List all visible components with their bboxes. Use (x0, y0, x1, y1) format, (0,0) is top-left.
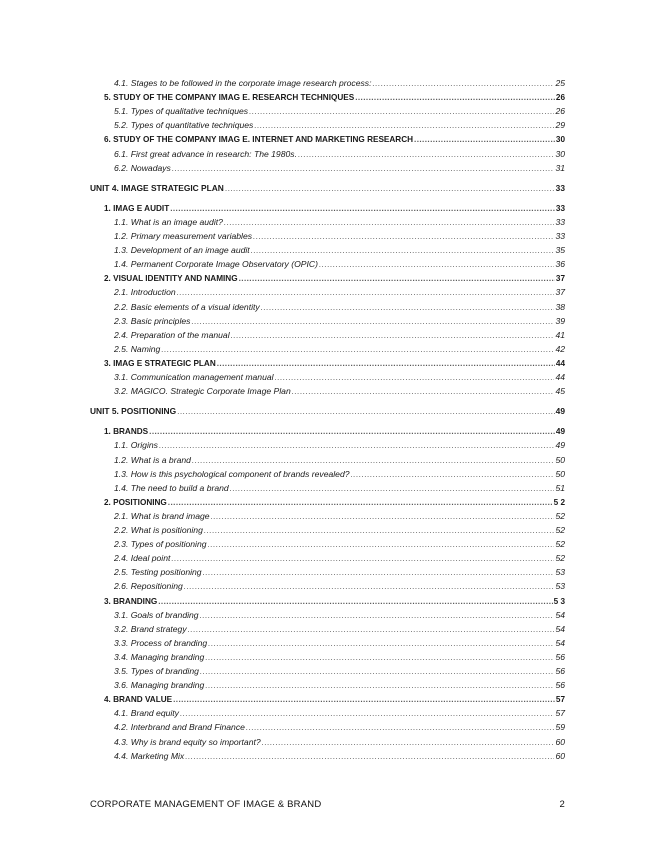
toc-entry-title: 5.1. Types of qualitative techniques (114, 106, 249, 117)
toc-entry-title: 3.6. Managing branding (114, 680, 205, 691)
toc-entry[interactable] (114, 749, 565, 762)
toc-leader-dots (171, 553, 554, 564)
toc-entry[interactable] (114, 161, 565, 174)
toc-entry-page: 39 (555, 315, 565, 326)
toc-entry-title: 3.1. Goals of branding (114, 609, 199, 620)
toc-entry-title: UNIT 5. POSITIONING (90, 406, 177, 417)
toc-entry-page: 33 (555, 231, 565, 241)
toc-entry-page: 30 (555, 135, 565, 145)
toc-leader-dots (191, 316, 554, 327)
toc-leader-dots (173, 694, 555, 705)
toc-entry-page: 25 (555, 78, 565, 88)
toc-leader-dots (208, 539, 555, 550)
toc-entry[interactable] (114, 481, 565, 494)
toc-entry-page: 59 (555, 722, 565, 733)
toc-entry-title: 1.4. Permanent Corporate Image Observatory (OPIC) (114, 259, 318, 270)
toc-leader-dots (185, 751, 554, 762)
toc-entry[interactable] (114, 370, 565, 383)
toc-entry-page: 42 (555, 343, 565, 354)
toc-entry[interactable] (114, 328, 565, 341)
toc-leader-dots (188, 624, 555, 635)
toc-entry-page: 52 (555, 539, 565, 550)
toc-entry[interactable] (114, 342, 565, 355)
toc-entry-page: 54 (555, 623, 565, 634)
toc-entry-title: 2.4. Ideal point (114, 553, 171, 564)
toc-leader-dots (208, 638, 554, 649)
toc-entry[interactable] (114, 467, 565, 480)
page-footer (90, 797, 565, 811)
toc-entry[interactable] (104, 356, 565, 369)
toc-entry-title: 2.5. Testing positioning (114, 567, 202, 578)
toc-entry[interactable] (104, 495, 565, 508)
toc-entry-page: 57 (555, 708, 565, 719)
toc-entry-title: 1. BRANDS (104, 427, 149, 437)
toc-entry-title: 2.4. Preparation of the manual (114, 329, 230, 340)
toc-entry-title: 3. IMAG E STRATEGIC PLAN (104, 358, 216, 368)
toc-entry-title: 4.2. Interbrand and Brand Finance (114, 722, 245, 733)
toc-entry-page: 49 (555, 440, 565, 451)
toc-entry[interactable] (114, 678, 565, 691)
toc-entry-title: 2. POSITIONING (104, 497, 167, 507)
toc-leader-dots (249, 106, 554, 117)
toc-leader-dots (261, 302, 555, 313)
footer-page-number: 2 (559, 798, 565, 810)
toc-entry-page: 41 (555, 329, 565, 340)
toc-entry-page: 56 (555, 680, 565, 691)
toc-leader-dots (200, 610, 555, 621)
toc-entry[interactable] (104, 271, 565, 284)
toc-leader-dots (170, 203, 555, 214)
toc-entry-title: 3.2. Brand strategy (114, 623, 187, 634)
toc-entry[interactable] (114, 565, 565, 578)
toc-entry-title: 5.2. Types of quantitative techniques (114, 120, 254, 131)
toc-entry[interactable] (114, 285, 565, 298)
toc-leader-dots (200, 666, 555, 677)
toc-leader-dots (158, 596, 552, 607)
toc-leader-dots (319, 259, 554, 270)
toc-entry[interactable] (114, 104, 565, 117)
toc-leader-dots (372, 78, 554, 89)
toc-entry-page: 53 (555, 567, 565, 578)
toc-leader-dots (203, 567, 555, 578)
toc-leader-dots (239, 273, 555, 284)
toc-leader-dots (161, 344, 554, 355)
toc-entry-title: 4.1. Brand equity (114, 708, 179, 719)
toc-entry-title: 2.1. What is brand image (114, 510, 210, 521)
toc-entry-title: 2.3. Types of positioning (114, 539, 207, 550)
toc-entry-page: 50 (555, 454, 565, 465)
toc-leader-dots (205, 680, 554, 691)
toc-entry-page: 60 (555, 750, 565, 761)
toc-entry-page: 49 (555, 427, 565, 437)
toc-leader-dots (224, 217, 555, 228)
toc-entry-title: 1.2. Primary measurement variables (114, 231, 253, 241)
toc-entry-title: 2.6. Repositioning (114, 581, 183, 592)
toc-entry-page: 49 (555, 406, 565, 417)
toc-entry-title: 1.4. The need to build a brand (114, 482, 229, 493)
toc-leader-dots (149, 426, 555, 437)
toc-leader-dots (205, 652, 554, 663)
toc-leader-dots (355, 92, 555, 103)
toc-entry[interactable] (114, 215, 565, 228)
toc-entry-page: 29 (555, 120, 565, 131)
toc-entry[interactable] (104, 692, 565, 705)
toc-entry-title: 2.3. Basic principles (114, 315, 191, 326)
toc-entry-title: 4.1. Stages to be followed in the corporate image research process: (114, 78, 372, 88)
toc-entry[interactable] (114, 384, 565, 397)
toc-entry[interactable] (114, 537, 565, 550)
toc-entry[interactable] (114, 438, 565, 451)
toc-entry-title: 6. STUDY OF THE COMPANY IMAG E. INTERNET AND MARKETING RESEARCH (104, 135, 414, 145)
toc-entry[interactable] (104, 90, 565, 103)
toc-entry-title: 2.2. What is positioning (114, 525, 203, 535)
toc-leader-dots (184, 581, 555, 592)
toc-entry-title: 3.1. Communication management manual (114, 372, 274, 382)
toc-entry-page: 56 (555, 651, 565, 662)
toc-entry-title: 1.1. Origins (114, 440, 158, 451)
toc-leader-dots (217, 358, 555, 369)
toc-leader-dots (177, 287, 555, 298)
toc-leader-dots (251, 245, 555, 256)
toc-leader-dots (292, 386, 555, 397)
toc-entry-page: 26 (555, 93, 565, 103)
toc-entry-page: 37 (555, 274, 565, 284)
toc-entry[interactable] (114, 118, 565, 131)
toc-leader-dots (351, 469, 555, 480)
toc-entry-title: 4. BRAND VALUE (104, 695, 173, 705)
toc-entry[interactable] (90, 181, 565, 194)
toc-entry[interactable] (114, 453, 565, 466)
toc-entry-page: 44 (555, 358, 565, 368)
toc-entry-title: 3.2. MAGICO. Strategic Corporate Image Plan (114, 386, 291, 397)
toc-entry-title: 2.5. Naming (114, 343, 161, 354)
toc-leader-dots (254, 120, 554, 131)
toc-entry-title: 1.1. What is an image audit? (114, 216, 223, 227)
toc-entry[interactable] (114, 608, 565, 621)
toc-entry-title: 4.3. Why is brand equity so important? (114, 736, 261, 747)
toc-entry[interactable] (114, 257, 565, 270)
toc-entry[interactable] (114, 314, 565, 327)
toc-entry-title: 3.3. Process of branding (114, 637, 208, 648)
toc-entry[interactable] (114, 636, 565, 649)
toc-entry[interactable] (90, 404, 565, 417)
toc-entry-title: 2.1. Introduction (114, 287, 176, 298)
toc-leader-dots (275, 372, 555, 383)
toc-entry-page: 35 (555, 245, 565, 256)
toc-entry-title: 3.4. Managing branding (114, 651, 205, 662)
toc-entry-title: UNIT 4. IMAGE STRATEGIC PLAN (90, 182, 224, 193)
toc-entry[interactable] (114, 720, 565, 733)
toc-leader-dots (231, 330, 555, 341)
toc-entry[interactable] (114, 551, 565, 564)
toc-leader-dots (168, 497, 553, 508)
toc-leader-dots (262, 737, 555, 748)
toc-entry[interactable] (114, 300, 565, 313)
toc-entry-title: 1. IMAG E AUDIT (104, 203, 170, 213)
toc-entry-page: 5 2 (553, 497, 565, 507)
toc-entry-title: 6.1. First great advance in research: The 1980s. (114, 148, 297, 159)
toc-entry[interactable] (114, 650, 565, 663)
toc-entry-page: 56 (555, 666, 565, 676)
toc-leader-dots (298, 149, 554, 160)
toc-leader-dots (192, 455, 555, 466)
toc-entry-page: 33 (555, 216, 565, 227)
toc-entry-page: 52 (555, 525, 565, 535)
toc-entry-title: 1.3. How is this psychological component of brands revealed? (114, 468, 350, 479)
toc-entry-title: 1.3. Development of an image audit (114, 245, 250, 256)
toc-entry-page: 60 (555, 736, 565, 747)
toc-entry[interactable] (114, 579, 565, 592)
toc-entry-page: 5 3 (553, 596, 565, 606)
toc-leader-dots (225, 183, 555, 194)
toc-entry-page: 57 (555, 695, 565, 705)
toc-entry[interactable] (114, 229, 565, 242)
toc-entry-page: 53 (555, 581, 565, 592)
toc-leader-dots (172, 163, 555, 174)
toc-entry[interactable] (114, 523, 565, 536)
toc-entry-page: 31 (555, 162, 565, 173)
toc-leader-dots (253, 231, 554, 242)
toc-leader-dots (230, 483, 555, 494)
toc-leader-dots (211, 511, 555, 522)
toc-entry-title: 6.2. Nowadays (114, 162, 171, 173)
toc-leader-dots (159, 440, 554, 451)
toc-entry[interactable] (104, 594, 565, 607)
toc-entry-title: 2. VISUAL IDENTITY AND NAMING (104, 274, 238, 284)
toc-entry-page: 45 (555, 386, 565, 397)
toc-entry[interactable] (114, 664, 565, 677)
toc-entry-title: 1.2. What is a brand (114, 454, 191, 465)
toc-leader-dots (180, 708, 554, 719)
toc-entry-page: 38 (555, 301, 565, 312)
toc-entry[interactable] (114, 76, 565, 89)
toc-entry[interactable] (104, 201, 565, 214)
toc-entry-page: 54 (555, 637, 565, 648)
toc-entry-page: 33 (555, 203, 565, 213)
toc-entry-page: 50 (555, 468, 565, 479)
toc-leader-dots (204, 525, 555, 536)
toc-entry[interactable] (114, 622, 565, 635)
toc-entry-page: 51 (555, 482, 565, 493)
toc-entry[interactable] (114, 509, 565, 522)
toc-entry-page: 54 (555, 609, 565, 620)
toc-entry-title: 2.2. Basic elements of a visual identity (114, 301, 260, 312)
toc-entry-page: 52 (555, 553, 565, 564)
toc-entry[interactable] (114, 243, 565, 256)
toc-entry[interactable] (114, 706, 565, 719)
toc-entry-title: 3.5. Types of branding (114, 666, 199, 676)
toc-entry-title: 4.4. Marketing Mix (114, 750, 185, 761)
toc-leader-dots (177, 406, 555, 417)
toc-entry-title: 5. STUDY OF THE COMPANY IMAG E. RESEARCH TECHNIQUES (104, 93, 355, 103)
toc-entry-page: 30 (555, 148, 565, 159)
toc-entry-title: 3. BRANDING (104, 596, 158, 606)
toc-leader-dots (414, 134, 555, 145)
toc-leader-dots (246, 722, 555, 733)
toc-entry-page: 33 (555, 182, 565, 193)
toc-entry-page: 52 (555, 510, 565, 521)
toc-entry[interactable] (114, 147, 565, 160)
toc-entry[interactable] (104, 132, 565, 145)
toc-entry-page: 37 (555, 287, 565, 298)
footer-title: CORPORATE MANAGEMENT OF IMAGE & BRAND (90, 798, 322, 810)
toc-entry[interactable] (104, 424, 565, 437)
toc-entry-page: 36 (555, 259, 565, 270)
toc-entry[interactable] (114, 735, 565, 748)
toc-entry-page: 44 (555, 372, 565, 382)
toc-entry-page: 26 (555, 106, 565, 117)
